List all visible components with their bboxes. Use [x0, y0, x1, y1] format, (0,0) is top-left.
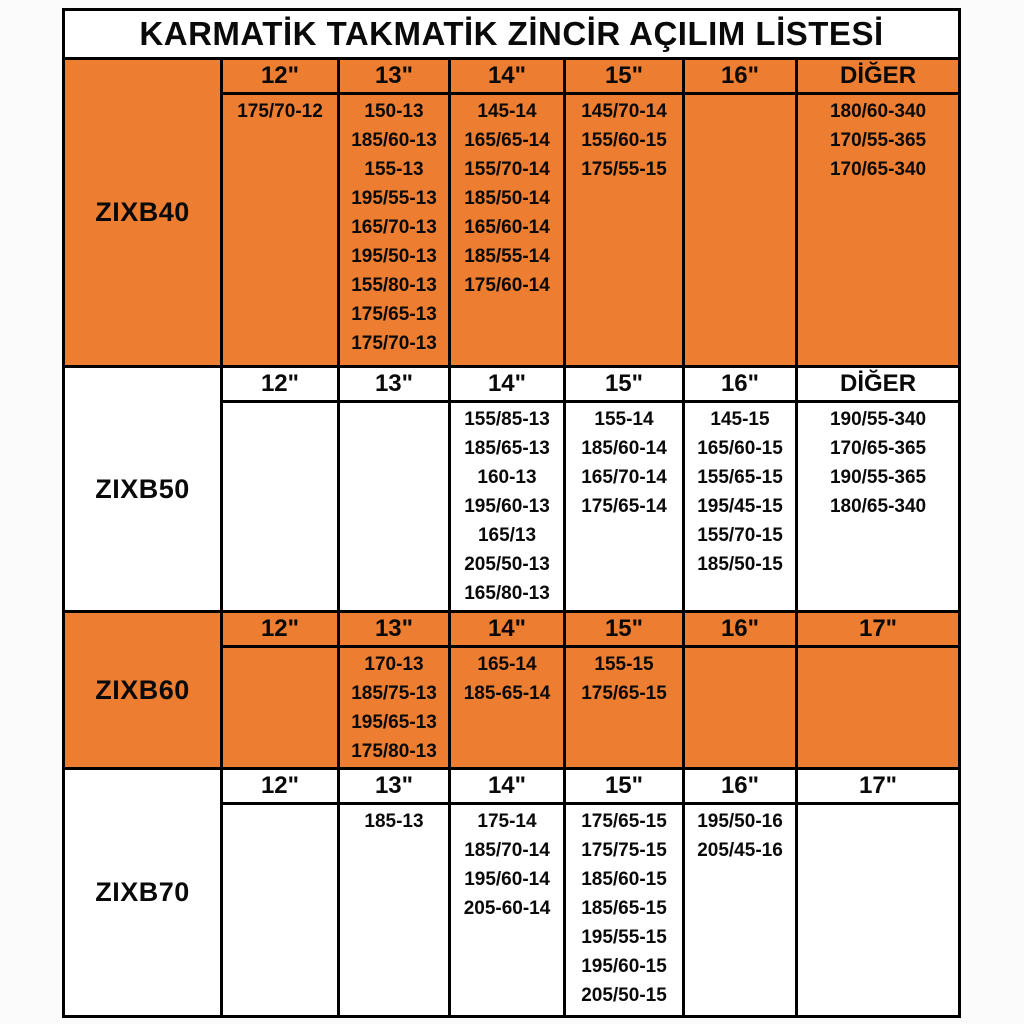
tire-size-cell: [684, 647, 797, 769]
tire-size-cell: [450, 804, 565, 1017]
tire-size: 155/65-15: [697, 467, 783, 488]
tire-size: 185/65-15: [581, 898, 667, 919]
size-column-header: 16": [684, 59, 797, 94]
tire-size: 180/60-340: [829, 101, 927, 122]
title-row: [64, 10, 960, 59]
section-header-row: [64, 769, 960, 804]
size-column-header: 16": [684, 367, 797, 402]
tire-size: 175/70-13: [351, 333, 437, 354]
tire-size-cell: [339, 94, 450, 367]
tire-size: 165/60-15: [697, 438, 783, 459]
tire-size: 155-15: [594, 654, 654, 675]
tire-size: 165/70-14: [581, 467, 667, 488]
tire-size: 170/65-340: [829, 159, 927, 180]
model-name: ZIXB40: [64, 59, 222, 367]
tire-size: 170/65-365: [829, 438, 927, 459]
section-ZIXB70: [64, 769, 960, 1017]
tire-size: 145-15: [710, 409, 770, 430]
section-header-row: [64, 59, 960, 94]
tire-size: 155/60-15: [581, 130, 667, 151]
tire-size: 155/70-15: [697, 525, 783, 546]
model-name: ZIXB70: [64, 769, 222, 1017]
size-column-header: 16": [684, 769, 797, 804]
tire-size-cell: [797, 804, 960, 1017]
tire-size-cell: [684, 402, 797, 612]
tire-size-cell: [684, 804, 797, 1017]
tire-size: 155/70-14: [464, 159, 550, 180]
tire-size: 190/55-365: [829, 467, 927, 488]
size-column-header: 14": [450, 612, 565, 647]
size-column-header: 15": [565, 59, 684, 94]
size-column-header: 14": [450, 59, 565, 94]
tire-size: 185/60-13: [351, 130, 437, 151]
tire-size: 185/60-14: [581, 438, 667, 459]
tire-size-cell: [222, 94, 339, 367]
tire-size: 195/65-13: [351, 712, 437, 733]
section-ZIXB50: [64, 367, 960, 612]
tire-size: 195/50-16: [697, 811, 783, 832]
tire-size: 185/50-14: [464, 188, 550, 209]
model-name: ZIXB60: [64, 612, 222, 769]
size-column-header: DİĞER: [797, 367, 960, 402]
size-column-header: 15": [565, 769, 684, 804]
tire-size: 175/75-15: [581, 840, 667, 861]
tire-size: 165/70-13: [351, 217, 437, 238]
tire-size: 205-60-14: [463, 898, 551, 919]
page-title: KARMATİK TAKMATİK ZİNCİR AÇILIM LİSTESİ: [64, 10, 960, 59]
size-column-header: 17": [797, 769, 960, 804]
tire-size: 155/85-13: [464, 409, 550, 430]
tire-size-cell: [450, 94, 565, 367]
size-column-header: 13": [339, 367, 450, 402]
tire-size: 160-13: [477, 467, 537, 488]
tire-size: 185/65-13: [464, 438, 550, 459]
tire-size-cell: [565, 804, 684, 1017]
size-column-header: 15": [565, 367, 684, 402]
tire-size-cell: [565, 94, 684, 367]
tire-size: 155-13: [364, 159, 424, 180]
tire-size: 205/45-16: [697, 840, 783, 861]
size-column-header: 13": [339, 612, 450, 647]
tire-size-cell: [222, 804, 339, 1017]
tire-size: 165/80-13: [464, 583, 550, 604]
tire-size: 165/13: [477, 525, 537, 546]
tire-size: 155-14: [594, 409, 654, 430]
size-column-header: 16": [684, 612, 797, 647]
section-header-row: [64, 367, 960, 402]
tire-size: 175/70-12: [237, 101, 323, 122]
tire-size: 195/50-13: [351, 246, 437, 267]
section-ZIXB40: [64, 59, 960, 367]
tire-size: 205/50-13: [464, 554, 550, 575]
tire-size-cell: [684, 94, 797, 367]
tire-size: 145-14: [477, 101, 537, 122]
tire-size: 175/60-14: [464, 275, 550, 296]
tire-size: 185-65-14: [463, 683, 551, 704]
tire-size-cell: [222, 402, 339, 612]
tire-size: 185-13: [364, 811, 424, 832]
section-header-row: [64, 612, 960, 647]
tire-size-cell: [339, 804, 450, 1017]
tire-size-cell: [450, 402, 565, 612]
tire-size: 165/60-14: [464, 217, 550, 238]
tire-size: 145/70-14: [581, 101, 667, 122]
tire-size-cell: [339, 402, 450, 612]
tire-size: 185/70-14: [464, 840, 550, 861]
size-column-header: 13": [339, 769, 450, 804]
tire-size-cell: [797, 647, 960, 769]
section-ZIXB60: [64, 612, 960, 769]
tire-size: 175/65-14: [581, 496, 667, 517]
size-column-header: 17": [797, 612, 960, 647]
tire-size: 175/55-15: [581, 159, 667, 180]
tire-size: 195/45-15: [697, 496, 783, 517]
tire-size-cell: [450, 647, 565, 769]
tire-size: 175/65-15: [581, 683, 667, 704]
tire-size-cell: [339, 647, 450, 769]
tire-size-cell: [565, 647, 684, 769]
tire-size: 175-14: [477, 811, 537, 832]
tire-size: 175/65-15: [581, 811, 667, 832]
tire-size: 165-14: [477, 654, 537, 675]
tire-size: 195/55-13: [351, 188, 437, 209]
model-name: ZIXB50: [64, 367, 222, 612]
tire-size: 185/55-14: [464, 246, 550, 267]
tire-size: 190/55-340: [829, 409, 927, 430]
tire-size-cell: [797, 402, 960, 612]
size-column-header: 12": [222, 367, 339, 402]
tire-size: 150-13: [364, 101, 424, 122]
size-column-header: DİĞER: [797, 59, 960, 94]
tire-size-cell: [565, 402, 684, 612]
tire-size: 185/60-15: [581, 869, 667, 890]
size-column-header: 14": [450, 367, 565, 402]
tire-size: 175/80-13: [351, 741, 437, 762]
tire-size: 165/65-14: [464, 130, 550, 151]
size-column-header: 12": [222, 769, 339, 804]
tire-size: 155/80-13: [351, 275, 437, 296]
chain-size-table: [62, 8, 961, 1018]
tire-size: 170/55-365: [829, 130, 927, 151]
size-column-header: 13": [339, 59, 450, 94]
tire-size: 205/50-15: [581, 985, 667, 1006]
size-column-header: 12": [222, 59, 339, 94]
tire-size: 175/65-13: [351, 304, 437, 325]
tire-size-cell: [222, 647, 339, 769]
tire-size-cell: [797, 94, 960, 367]
tire-size: 185/75-13: [351, 683, 437, 704]
tire-size: 195/60-13: [464, 496, 550, 517]
size-column-header: 12": [222, 612, 339, 647]
tire-size: 170-13: [364, 654, 424, 675]
tire-size: 195/55-15: [581, 927, 667, 948]
tire-size: 185/50-15: [697, 554, 783, 575]
tire-size: 195/60-14: [464, 869, 550, 890]
size-column-header: 15": [565, 612, 684, 647]
tire-size: 195/60-15: [581, 956, 667, 977]
size-column-header: 14": [450, 769, 565, 804]
tire-size: 180/65-340: [829, 496, 927, 517]
